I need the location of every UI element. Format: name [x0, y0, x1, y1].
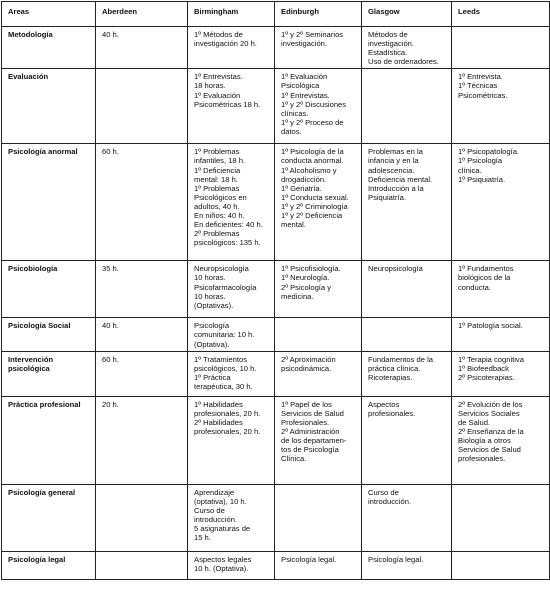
- cell-line: infancia y en la: [368, 156, 419, 166]
- cell-line: mental.: [281, 220, 306, 230]
- area-label: Psicobiología: [8, 264, 58, 274]
- cell-line: 35 h.: [102, 264, 119, 274]
- cell-line: 1º Deficiencia: [194, 165, 241, 175]
- cell-line: 1º y 2º Deficiencia: [281, 211, 343, 221]
- header-aberdeen: Aberdeen: [96, 2, 188, 27]
- cell-birmingham: [188, 318, 275, 351]
- cell-line: 10 h. (Optativa).: [194, 563, 249, 573]
- cell-line: conducta anormal.: [281, 156, 344, 166]
- cell-glasgow: [362, 396, 452, 484]
- cell-line: (optativa), 10 h.: [194, 496, 247, 506]
- cell-line: psicodinámica.: [281, 363, 332, 373]
- cell-line: psicológicos: 135 h.: [194, 238, 261, 248]
- area-cell: [2, 144, 96, 261]
- cell-line: Psicométricas.: [458, 90, 508, 100]
- cell-line: 2º Evolución de los: [458, 399, 523, 409]
- cell-birmingham: [188, 396, 275, 484]
- table-row: [2, 484, 550, 551]
- table-row: [2, 69, 550, 144]
- cell-line: 1º Papel de los: [281, 399, 332, 409]
- cell-birmingham: [188, 484, 275, 551]
- cell-line: Fundamentos de la: [368, 354, 434, 364]
- cell-line: 2º Psicología y: [281, 282, 332, 292]
- area-cell: [2, 318, 96, 351]
- cell-line: introducción.: [368, 496, 412, 506]
- cell-line: Aspectos: [368, 399, 400, 409]
- header-leeds: Leeds: [452, 2, 550, 27]
- cell-edinburgh: [275, 69, 362, 144]
- table-row: [2, 318, 550, 351]
- cell-aberdeen: [96, 318, 188, 351]
- cell-line: 1º Psicofisiología.: [281, 264, 341, 274]
- header-row: [2, 2, 550, 27]
- header-birmingham: Birmingham: [188, 2, 275, 27]
- cell-birmingham: [188, 261, 275, 318]
- area-cell: [2, 396, 96, 484]
- cell-line: 1º Entrevista.: [458, 72, 503, 82]
- cell-leeds: [452, 351, 550, 396]
- cell-birmingham: [188, 69, 275, 144]
- cell-line: práctica clínica.: [368, 363, 421, 373]
- cell-line: infantiles, 18 h.: [194, 156, 246, 166]
- cell-line: profesionales, 20 h.: [194, 426, 261, 436]
- table-row: [2, 551, 550, 579]
- cell-aberdeen: [96, 351, 188, 396]
- cell-line: 10 horas.: [194, 291, 226, 301]
- cell-line: 2º Aproximación: [281, 354, 336, 364]
- cell-birmingham: [188, 351, 275, 396]
- cell-line: Curso de: [368, 487, 399, 497]
- area-label: Metodología: [8, 30, 53, 39]
- cell-line: clínica.: [458, 165, 482, 175]
- cell-line: En deficientes: 40 h.: [194, 220, 263, 230]
- cell-line: introducción.: [194, 514, 238, 524]
- cell-line: En niños: 40 h.: [194, 211, 245, 221]
- curriculum-comparison-table: [1, 1, 550, 580]
- cell-leeds: [452, 69, 550, 144]
- cell-line: 1º Psicología de la: [281, 147, 344, 157]
- cell-glasgow: [362, 27, 452, 69]
- cell-line: Psicología: [194, 321, 230, 331]
- cell-line: 1º Evaluación: [194, 90, 241, 100]
- table-row: [2, 144, 550, 261]
- cell-line: 2º Problemas: [194, 229, 240, 239]
- cell-line: Psicométricas 18 h.: [194, 99, 261, 109]
- cell-line: 1º Alcoholismo y: [281, 165, 337, 175]
- cell-edinburgh: [275, 351, 362, 396]
- cell-line: Métodos de: [368, 30, 408, 39]
- cell-line: adolescencia.: [368, 165, 415, 175]
- cell-line: comunitaria: 10 h.: [194, 330, 255, 340]
- cell-line: 1º Problemas: [194, 183, 240, 193]
- cell-line: profesionales.: [458, 454, 506, 464]
- cell-line: tos de Psicología: [281, 445, 339, 455]
- cell-line: conducta.: [458, 282, 491, 292]
- area-label: psicológica: [8, 363, 50, 373]
- cell-leeds: [452, 261, 550, 318]
- cell-line: terapéutica, 30 h.: [194, 381, 253, 391]
- cell-line: Clínica.: [281, 454, 307, 464]
- cell-line: datos.: [281, 126, 302, 136]
- table-row: [2, 27, 550, 69]
- cell-line: Servicios de Salud: [281, 408, 344, 418]
- area-label: Psicología anormal: [8, 147, 78, 157]
- cell-line: 1º Geriatría.: [281, 183, 322, 193]
- cell-line: biológicos de la: [458, 273, 511, 283]
- cell-line: 1º y 2º Proceso de: [281, 117, 344, 127]
- cell-glasgow: [362, 484, 452, 551]
- area-label: Intervención: [8, 354, 54, 364]
- cell-edinburgh: [275, 484, 362, 551]
- cell-line: Profesionales.: [281, 417, 330, 427]
- cell-leeds: [452, 318, 550, 351]
- cell-edinburgh: [275, 396, 362, 484]
- cell-line: Biología a otros: [458, 436, 511, 446]
- cell-leeds: [452, 27, 550, 69]
- cell-line: 5 asignaturas de: [194, 524, 251, 534]
- cell-line: 1º Técnicas: [458, 81, 498, 91]
- cell-line: adultos, 40 h.: [194, 201, 240, 211]
- cell-line: 20 h.: [102, 399, 119, 409]
- header-areas: Areas: [2, 2, 96, 27]
- area-cell: [2, 551, 96, 579]
- cell-line: (Optativas).: [194, 300, 234, 310]
- cell-aberdeen: [96, 144, 188, 261]
- cell-line: Servicios Sociales: [458, 408, 520, 418]
- area-cell: [2, 484, 96, 551]
- cell-line: de los departamen-: [281, 436, 347, 446]
- cell-line: Psicología legal.: [368, 554, 424, 564]
- cell-birmingham: [188, 27, 275, 69]
- cell-line: 1º Problemas: [194, 147, 240, 157]
- cell-line: 1º Psicología: [458, 156, 503, 166]
- cell-line: 1º Patología social.: [458, 321, 523, 331]
- area-label: Práctica profesional: [8, 399, 81, 409]
- area-label: Psicología Social: [8, 321, 71, 331]
- cell-line: 40 h.: [102, 30, 119, 39]
- table-row: [2, 351, 550, 396]
- cell-line: Psicología legal.: [281, 554, 337, 564]
- table-row: [2, 396, 550, 484]
- cell-glasgow: [362, 351, 452, 396]
- cell-line: investigación.: [281, 39, 328, 49]
- cell-line: medicina.: [281, 291, 314, 301]
- cell-leeds: [452, 551, 550, 579]
- cell-line: profesionales, 20 h.: [194, 408, 261, 418]
- area-label: Psicología legal: [8, 554, 66, 564]
- cell-line: 2º Psicoterapias.: [458, 372, 515, 382]
- area-cell: [2, 261, 96, 318]
- cell-aberdeen: [96, 551, 188, 579]
- cell-line: Problemas en la: [368, 147, 423, 157]
- cell-line: 15 h.: [194, 533, 211, 543]
- cell-line: 1º y 2º Discusiones: [281, 99, 347, 109]
- cell-edinburgh: [275, 144, 362, 261]
- cell-line: Curso de: [194, 505, 225, 515]
- cell-line: 1º Conducta sexual.: [281, 192, 349, 202]
- header-glasgow: Glasgow: [362, 2, 452, 27]
- cell-aberdeen: [96, 396, 188, 484]
- cell-line: 1º y 2º Criminología: [281, 201, 348, 211]
- cell-leeds: [452, 396, 550, 484]
- cell-line: Aprendizaje: [194, 487, 235, 497]
- cell-line: 1º Práctica: [194, 372, 231, 382]
- cell-line: Neuropsicología: [194, 264, 249, 274]
- cell-line: Introducción a la: [368, 183, 424, 193]
- cell-aberdeen: [96, 27, 188, 69]
- cell-line: Psiquiatría.: [368, 192, 406, 202]
- cell-line: Neuropsicología: [368, 264, 423, 274]
- cell-line: Aspectos legales: [194, 554, 252, 564]
- cell-glasgow: [362, 69, 452, 144]
- cell-line: 1º Terapia cognitiva: [458, 354, 524, 364]
- cell-line: 60 h.: [102, 147, 119, 157]
- cell-line: investigación.: [368, 39, 415, 49]
- cell-line: psicológicos, 10 h.: [194, 363, 257, 373]
- header-edinburgh: Edinburgh: [275, 2, 362, 27]
- cell-line: 2º Habilidades: [194, 417, 243, 427]
- cell-glasgow: [362, 551, 452, 579]
- cell-line: 1º Psiquiatría.: [458, 174, 506, 184]
- cell-line: Deficiencia mental.: [368, 174, 433, 184]
- cell-line: 2º Enseñanza de la: [458, 426, 524, 436]
- cell-glasgow: [362, 318, 452, 351]
- cell-leeds: [452, 144, 550, 261]
- cell-line: 1º Entrevistas.: [281, 90, 330, 100]
- cell-line: 2º Administración: [281, 426, 340, 436]
- area-cell: [2, 27, 96, 69]
- cell-line: 1º Habilidades: [194, 399, 243, 409]
- cell-line: Estadística.: [368, 48, 408, 58]
- cell-leeds: [452, 484, 550, 551]
- area-label: Psicología general: [8, 487, 76, 497]
- cell-line: Psicológica: [281, 81, 320, 91]
- cell-line: Uso de ordenadores.: [368, 57, 439, 67]
- cell-line: 1º Psicopatología.: [458, 147, 520, 157]
- cell-line: mental: 18 h.: [194, 174, 238, 184]
- area-cell: [2, 351, 96, 396]
- cell-line: (Optativa).: [194, 339, 230, 349]
- cell-line: Psicofarmacología: [194, 282, 257, 292]
- cell-line: 1º Neurología.: [281, 273, 330, 283]
- cell-line: de Salud.: [458, 417, 491, 427]
- cell-line: 1º Fundamentos: [458, 264, 514, 274]
- cell-line: 1º Entrevistas.: [194, 72, 243, 82]
- cell-edinburgh: [275, 318, 362, 351]
- area-cell: [2, 69, 96, 144]
- cell-line: 1º Biofeedback: [458, 363, 509, 373]
- cell-line: Ricoterapias.: [368, 372, 413, 382]
- cell-line: 1º y 2º Seminarios: [281, 30, 344, 39]
- cell-line: 40 h.: [102, 321, 119, 331]
- cell-edinburgh: [275, 261, 362, 318]
- cell-edinburgh: [275, 551, 362, 579]
- cell-line: drogadicción.: [281, 174, 327, 184]
- cell-birmingham: [188, 551, 275, 579]
- cell-line: 1º Evaluación: [281, 72, 328, 82]
- cell-line: Psicológicos en: [194, 192, 247, 202]
- cell-birmingham: [188, 144, 275, 261]
- cell-line: clínicas.: [281, 108, 309, 118]
- area-label: Evaluación: [8, 72, 49, 82]
- cell-aberdeen: [96, 484, 188, 551]
- cell-glasgow: [362, 144, 452, 261]
- cell-aberdeen: [96, 261, 188, 318]
- cell-line: Servicios de Salud: [458, 445, 521, 455]
- cell-line: profesionales.: [368, 408, 416, 418]
- cell-line: 18 horas.: [194, 81, 226, 91]
- table-row: [2, 261, 550, 318]
- cell-line: 60 h.: [102, 354, 119, 364]
- cell-line: 10 horas.: [194, 273, 226, 283]
- cell-edinburgh: [275, 27, 362, 69]
- cell-line: investigación 20 h.: [194, 39, 257, 49]
- cell-line: 1º Tratamientos: [194, 354, 248, 364]
- cell-line: 1º Métodos de: [194, 30, 243, 39]
- cell-glasgow: [362, 261, 452, 318]
- cell-aberdeen: [96, 69, 188, 144]
